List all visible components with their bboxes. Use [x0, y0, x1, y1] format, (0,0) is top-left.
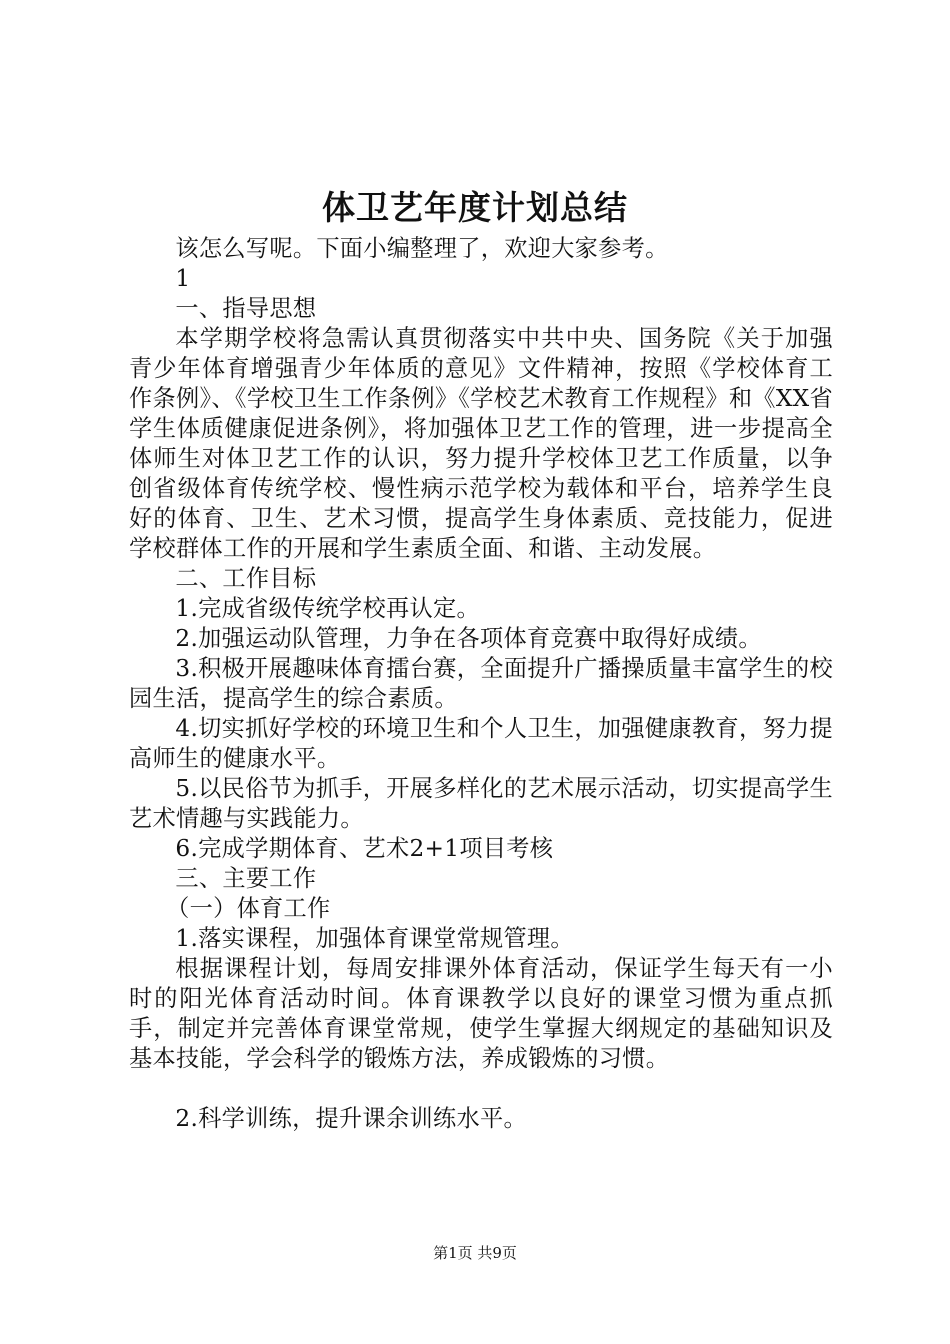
page-footer: 第1页 共9页 — [433, 1244, 517, 1262]
intro-paragraph: 该怎么写呢。下面小编整理了，欢迎大家参考。 — [175, 235, 669, 262]
work-item-1: 1.落实课程，加强体育课堂常规管理。 — [175, 925, 574, 952]
goal-item-5: 5.以民俗节为抓手，开展多样化的艺术展示活动，切实提高学生艺术情趣与实践能力。 — [129, 775, 833, 832]
section-heading-work-goals: 二、工作目标 — [175, 565, 317, 592]
goal-item-2: 2.加强运动队管理，力争在各项体育竞赛中取得好成绩。 — [175, 625, 762, 652]
guiding-thought-paragraph: 本学期学校将急需认真贯彻落实中共中央、国务院《关于加强青少年体育增强青少年体质的意见》文件精神，按照《学校体育工作条例》、《学校卫生工作条例》《学校艺术教育工作规程》和《XX省学生体质健康促进条例》，将加强体卫艺工作的管理，进一步提高全体师生对体卫艺工作的认识，努力提升学校体卫艺工作质量，以争创省级体育传统学校、慢性病示范学校为载体和平台，培养学生良好的体育、卫生、艺术习惯，提高学生身体素质、竞技能力，促进学校群体工作的开展和学生素质全面、和谐、主动发展。 — [129, 325, 833, 562]
document-body — [129, 234, 833, 1134]
section-heading-main-work: 三、主要工作 — [175, 865, 317, 892]
goal-item-4: 4.切实抓好学校的环境卫生和个人卫生，加强健康教育，努力提高师生的健康水平。 — [129, 715, 833, 772]
subsection-heading-sports: （一）体育工作 — [166, 895, 331, 922]
goal-item-1: 1.完成省级传统学校再认定。 — [175, 595, 480, 622]
document-title: 体卫艺年度计划总结 — [322, 188, 628, 227]
work-item-2: 2.科学训练，提升课余训练水平。 — [175, 1105, 527, 1132]
goal-item-3: 3.积极开展趣味体育擂台赛，全面提升广播操质量丰富学生的校园生活，提高学生的综合素质。 — [129, 655, 833, 712]
section-heading-guiding-thought: 一、指导思想 — [175, 295, 317, 322]
work-item-1-paragraph: 根据课程计划，每周安排课外体育活动，保证学生每天有一小时的阳光体育活动时间。体育课教学以良好的课堂习惯为重点抓手，制定并完善体育课堂常规，使学生掌握大纲规定的基础知识及基本技能，学会科学的锻炼方法，养成锻炼的习惯。 — [129, 955, 833, 1072]
goal-item-6: 6.完成学期体育、艺术2+1项目考核 — [175, 835, 554, 862]
blank-line — [129, 1074, 833, 1104]
section-number: 1 — [175, 265, 191, 292]
